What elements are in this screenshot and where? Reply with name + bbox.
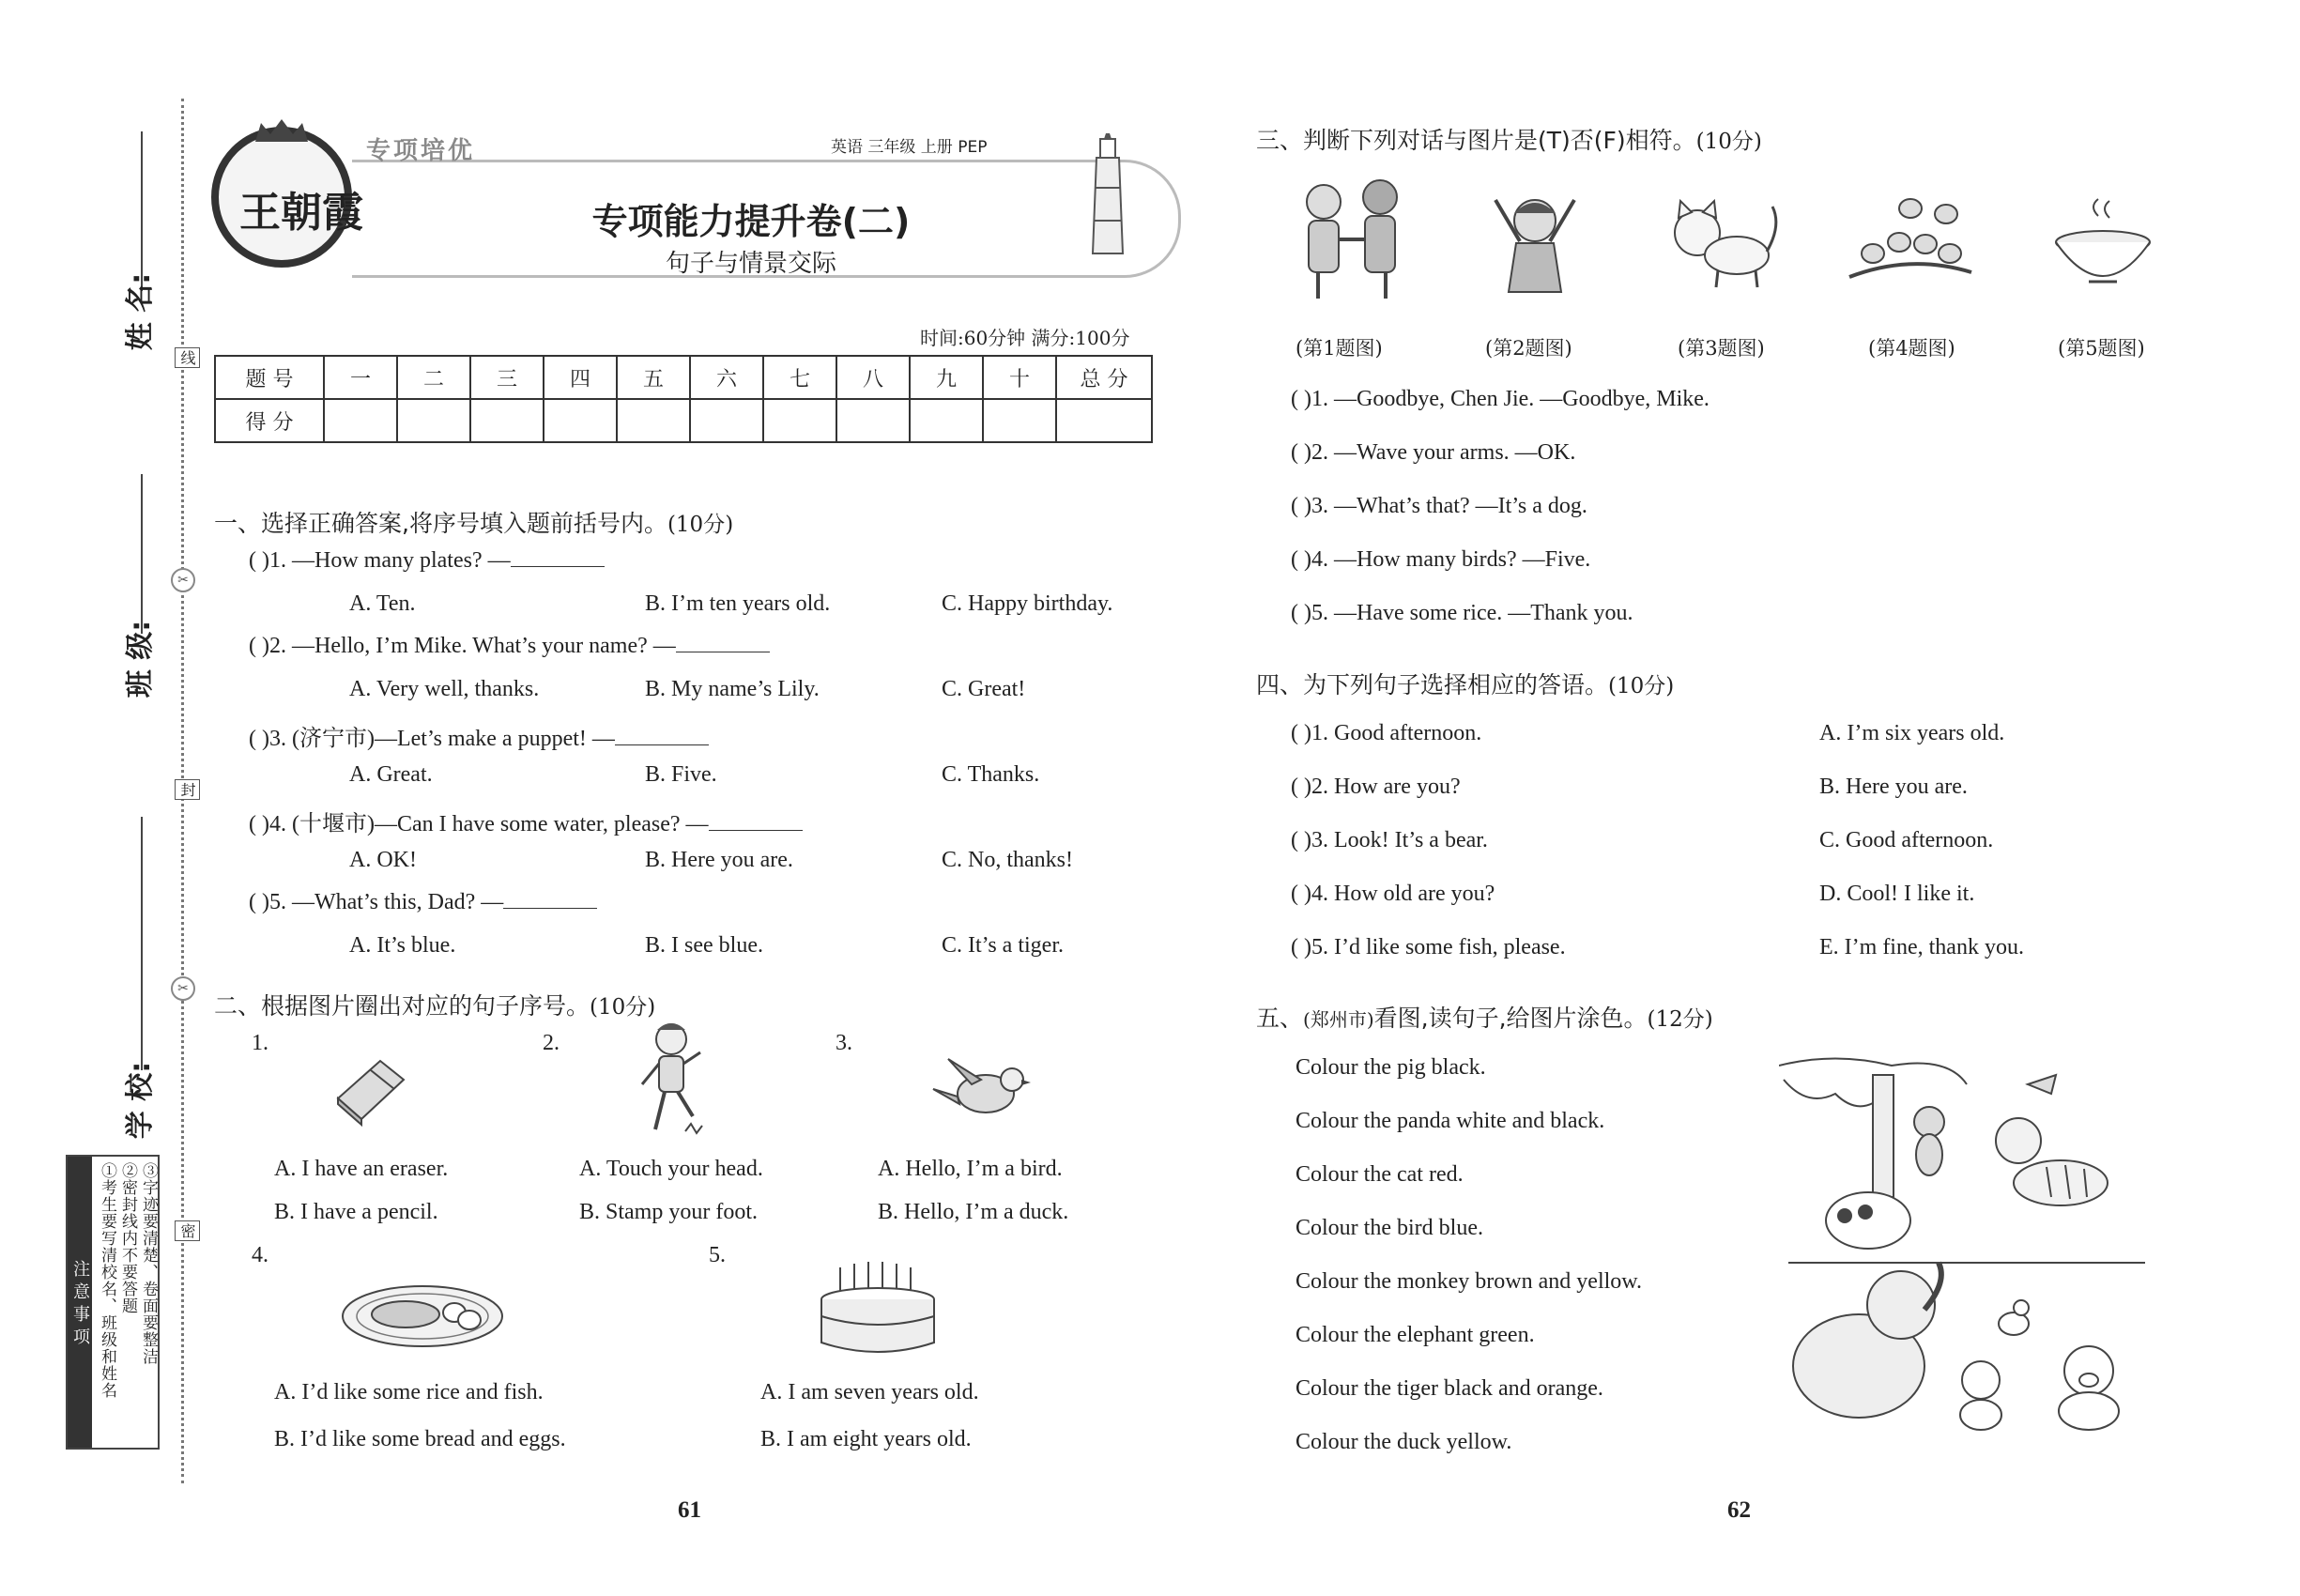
score-input[interactable] [836,399,910,442]
score-input[interactable] [763,399,836,442]
cut-char-line: 线 [175,347,200,368]
s1-q4-text: ( )4. (十堰市)—Can I have some water, please? — [249,812,709,836]
score-input[interactable] [617,399,690,442]
s2-item-5-option-a: A. I am seven years old. [760,1380,979,1404]
s4-answer-b: B. Here you are. [1819,775,1968,799]
s1-q2-option-c: C. Great! [942,677,1026,701]
s3-caption-1: (第1题图) [1296,337,1383,360]
cut-char-dense: 密 [175,1220,200,1241]
section1-title [214,505,733,539]
section5-prefix: 五、 [1256,1005,1304,1032]
s1-question-4 [249,805,803,837]
s2-item-3-option-a: A. Hello, I’m a bird. [878,1157,1063,1181]
s5-line-8: Colour the duck yellow. [1296,1430,1512,1454]
notice-line-3: ③字迹要清楚、卷面要整洁 [139,1162,158,1365]
page-number-right: 62 [1727,1497,1751,1523]
score-input[interactable] [544,399,617,442]
s2-item-2-option-b: B. Stamp your foot. [579,1200,758,1224]
s1-q3-option-b: B. Five. [645,762,717,787]
time-info: 时间:60分钟 满分:100分 [920,327,1130,349]
score-cell: 二 [397,356,470,399]
s1-question-2 [249,634,770,659]
s4-question-5: ( )5. I’d like some fish, please. [1291,935,1566,959]
score-input[interactable] [983,399,1056,442]
score-cell: 三 [470,356,544,399]
s3-caption-3: (第3题图) [1678,337,1765,360]
birthday-cake-icon [812,1258,943,1361]
section1-points: (10分) [667,513,734,537]
name-write-line[interactable] [141,131,143,291]
score-cell: 四 [544,356,617,399]
section3-points: (10分) [1695,130,1762,154]
section5-points: (12分) [1647,1007,1713,1032]
s1-q4-option-a: A. OK! [349,848,417,872]
score-cell: 十 [983,356,1056,399]
score-cell: 总 分 [1056,356,1152,399]
lighthouse-icon [1080,131,1136,263]
s5-line-1: Colour the pig black. [1296,1055,1486,1080]
s1-q1-option-a: A. Ten. [349,591,416,616]
s2-item-4-option-b: B. I’d like some bread and eggs. [274,1427,566,1451]
tiger-icon [1996,1118,2108,1205]
section3-title-text: 三、判断下列对话与图片是(T)否(F)相符。 [1256,127,1696,154]
s1-q5-text: ( )5. —What’s this, Dad? — [249,890,504,914]
s3-question-5: ( )5. —Have some rice. —Thank you. [1291,601,1633,625]
answer-blank[interactable] [503,891,597,909]
s1-q3-text: ( )3. (济宁市)—Let’s make a puppet! — [249,727,615,751]
s2-item-1-number: 1. [252,1031,268,1055]
s1-question-5 [249,890,597,915]
pig-icon [2059,1346,2119,1430]
s2-item-3-option-b: B. Hello, I’m a duck. [878,1200,1069,1224]
section5-region: (郑州市) [1303,1008,1374,1031]
class-label: 班 级: [124,620,158,698]
s4-question-3: ( )3. Look! It’s a bear. [1291,828,1488,852]
s3-caption-4: (第4题图) [1868,337,1955,360]
notice-box [66,1155,160,1450]
boy-stamping-icon [629,1019,713,1141]
s2-item-4-number: 4. [252,1243,268,1267]
score-cell: 六 [690,356,763,399]
score-input[interactable] [470,399,544,442]
answer-blank[interactable] [511,549,605,567]
notice-title: 注意事项 [68,1157,92,1448]
elephant-icon [1793,1263,1941,1418]
answer-blank[interactable] [709,813,803,831]
s4-question-2: ( )2. How are you? [1291,775,1461,799]
notice-line-1: ①考生要写清校名、班级和姓名 [98,1162,116,1399]
section1-title-text: 一、选择正确答案,将序号填入题前括号内。 [214,510,667,537]
name-label: 姓 名: [124,272,158,351]
score-input[interactable] [1056,399,1152,442]
cut-char-seal: 封 [175,779,200,800]
s1-q1-text: ( )1. —How many plates? — [249,548,511,573]
panda-icon [1826,1192,1910,1249]
s3-caption-2: (第2题图) [1485,337,1572,360]
s4-question-4: ( )4. How old are you? [1291,882,1495,906]
logo-text: 王朝霞 [239,189,363,237]
score-cell: 一 [324,356,397,399]
paper-subtitle: 句子与情景交际 [665,250,836,278]
score-cell: 九 [910,356,983,399]
s1-q5-option-a: A. It’s blue. [349,933,456,958]
answer-blank[interactable] [676,635,770,652]
girl-waving-arms-icon [1479,183,1591,296]
s2-item-2-option-a: A. Touch your head. [579,1157,763,1181]
s2-item-5-number: 5. [709,1243,726,1267]
s1-question-3 [249,719,709,752]
score-cell: 五 [617,356,690,399]
s5-line-5: Colour the monkey brown and yellow. [1296,1269,1643,1294]
s5-line-7: Colour the tiger black and orange. [1296,1376,1603,1401]
s2-item-1-option-b: B. I have a pencil. [274,1200,438,1224]
two-kids-shaking-hands-icon [1286,178,1418,300]
notice-line-2: ②密封线内不要答题 [118,1162,137,1314]
s4-answer-c: C. Good afternoon. [1819,828,1994,852]
s5-line-4: Colour the bird blue. [1296,1216,1483,1240]
score-cell: 七 [763,356,836,399]
score-table [214,355,1153,443]
s1-q5-option-c: C. It’s a tiger. [942,933,1064,958]
birds-on-branch-icon [1845,188,1976,296]
score-header-row [215,356,1152,399]
bread-eggs-plate-icon [338,1277,507,1352]
monkey-icon [1914,1107,1944,1175]
score-value-row [215,399,1152,442]
s5-line-3: Colour the cat red. [1296,1162,1464,1187]
cat-icon [1662,197,1784,291]
school-write-line[interactable] [141,817,143,1070]
cat-icon [1960,1361,2001,1430]
s1-q1-option-b: B. I’m ten years old. [645,591,831,616]
s1-q2-option-a: A. Very well, thanks. [349,677,540,701]
score-input[interactable] [397,399,470,442]
section5-title [1256,1000,1713,1034]
s5-line-6: Colour the elephant green. [1296,1323,1535,1347]
section4-title [1256,667,1674,700]
s3-caption-5: (第5题图) [2058,337,2145,360]
scissor-icon: ✂ [171,976,195,1001]
rice-bowl-icon [2051,197,2154,291]
score-input[interactable] [324,399,397,442]
s1-question-1 [249,548,605,574]
s1-q4-option-c: C. No, thanks! [942,848,1073,872]
s4-answer-a: A. I’m six years old. [1819,721,2005,745]
s1-q2-text: ( )2. —Hello, I’m Mike. What’s your name? — [249,634,676,658]
series-tag: 专项培优 [366,137,476,165]
eraser-icon [329,1051,413,1127]
s3-question-1: ( )1. —Goodbye, Chen Jie. —Goodbye, Mike. [1291,387,1710,411]
s1-q3-option-a: A. Great. [349,762,433,787]
score-input[interactable] [910,399,983,442]
score-row-label: 得 分 [215,399,324,442]
s2-item-5-option-b: B. I am eight years old. [760,1427,972,1451]
answer-blank[interactable] [615,728,709,745]
score-cell: 题 号 [215,356,324,399]
s1-q5-option-b: B. I see blue. [645,933,763,958]
bird-icon [2028,1075,2056,1094]
section2-title-text: 二、根据图片圈出对应的句子序号。 [214,992,590,1020]
s1-q2-option-b: B. My name’s Lily. [645,677,820,701]
section2-title [214,988,655,1021]
s4-question-1: ( )1. Good afternoon. [1291,721,1482,745]
page-number-left: 61 [678,1497,701,1523]
s2-item-2-number: 2. [543,1031,560,1055]
s1-q3-option-c: C. Thanks. [942,762,1040,787]
s4-answer-d: D. Cool! I like it. [1819,882,1975,906]
section4-points: (10分) [1608,674,1675,698]
s2-item-3-number: 3. [836,1031,852,1055]
section5-title-text: 看图,读句子,给图片涂色。 [1373,1005,1648,1032]
section3-title [1256,122,1762,156]
s5-line-2: Colour the panda white and black. [1296,1109,1605,1133]
s2-item-4-option-a: A. I’d like some rice and fish. [274,1380,544,1404]
paper-title: 专项能力提升卷(二) [591,201,911,242]
s2-item-1-option-a: A. I have an eraser. [274,1157,449,1181]
score-input[interactable] [690,399,763,442]
subject-meta: 英语 三年级 上册 PEP [831,138,988,157]
crown-icon [253,117,310,144]
scissor-icon: ✂ [171,568,195,592]
s1-q4-option-b: B. Here you are. [645,848,793,872]
school-label: 学 校: [124,1061,158,1140]
s3-question-4: ( )4. —How many birds? —Five. [1291,547,1591,572]
s4-answer-e: E. I’m fine, thank you. [1819,935,2024,959]
s3-question-2: ( )2. —Wave your arms. —OK. [1291,440,1576,465]
duck-icon [1999,1300,2029,1335]
s3-question-3: ( )3. —What’s that? —It’s a dog. [1291,494,1587,518]
score-cell: 八 [836,356,910,399]
s1-q1-option-c: C. Happy birthday. [942,591,1113,616]
zoo-colouring-picture [1779,1056,2154,1441]
bird-icon [929,1051,1033,1127]
section2-points: (10分) [590,995,656,1020]
section4-title-text: 四、为下列句子选择相应的答语。 [1256,671,1609,698]
class-write-line[interactable] [141,474,143,634]
